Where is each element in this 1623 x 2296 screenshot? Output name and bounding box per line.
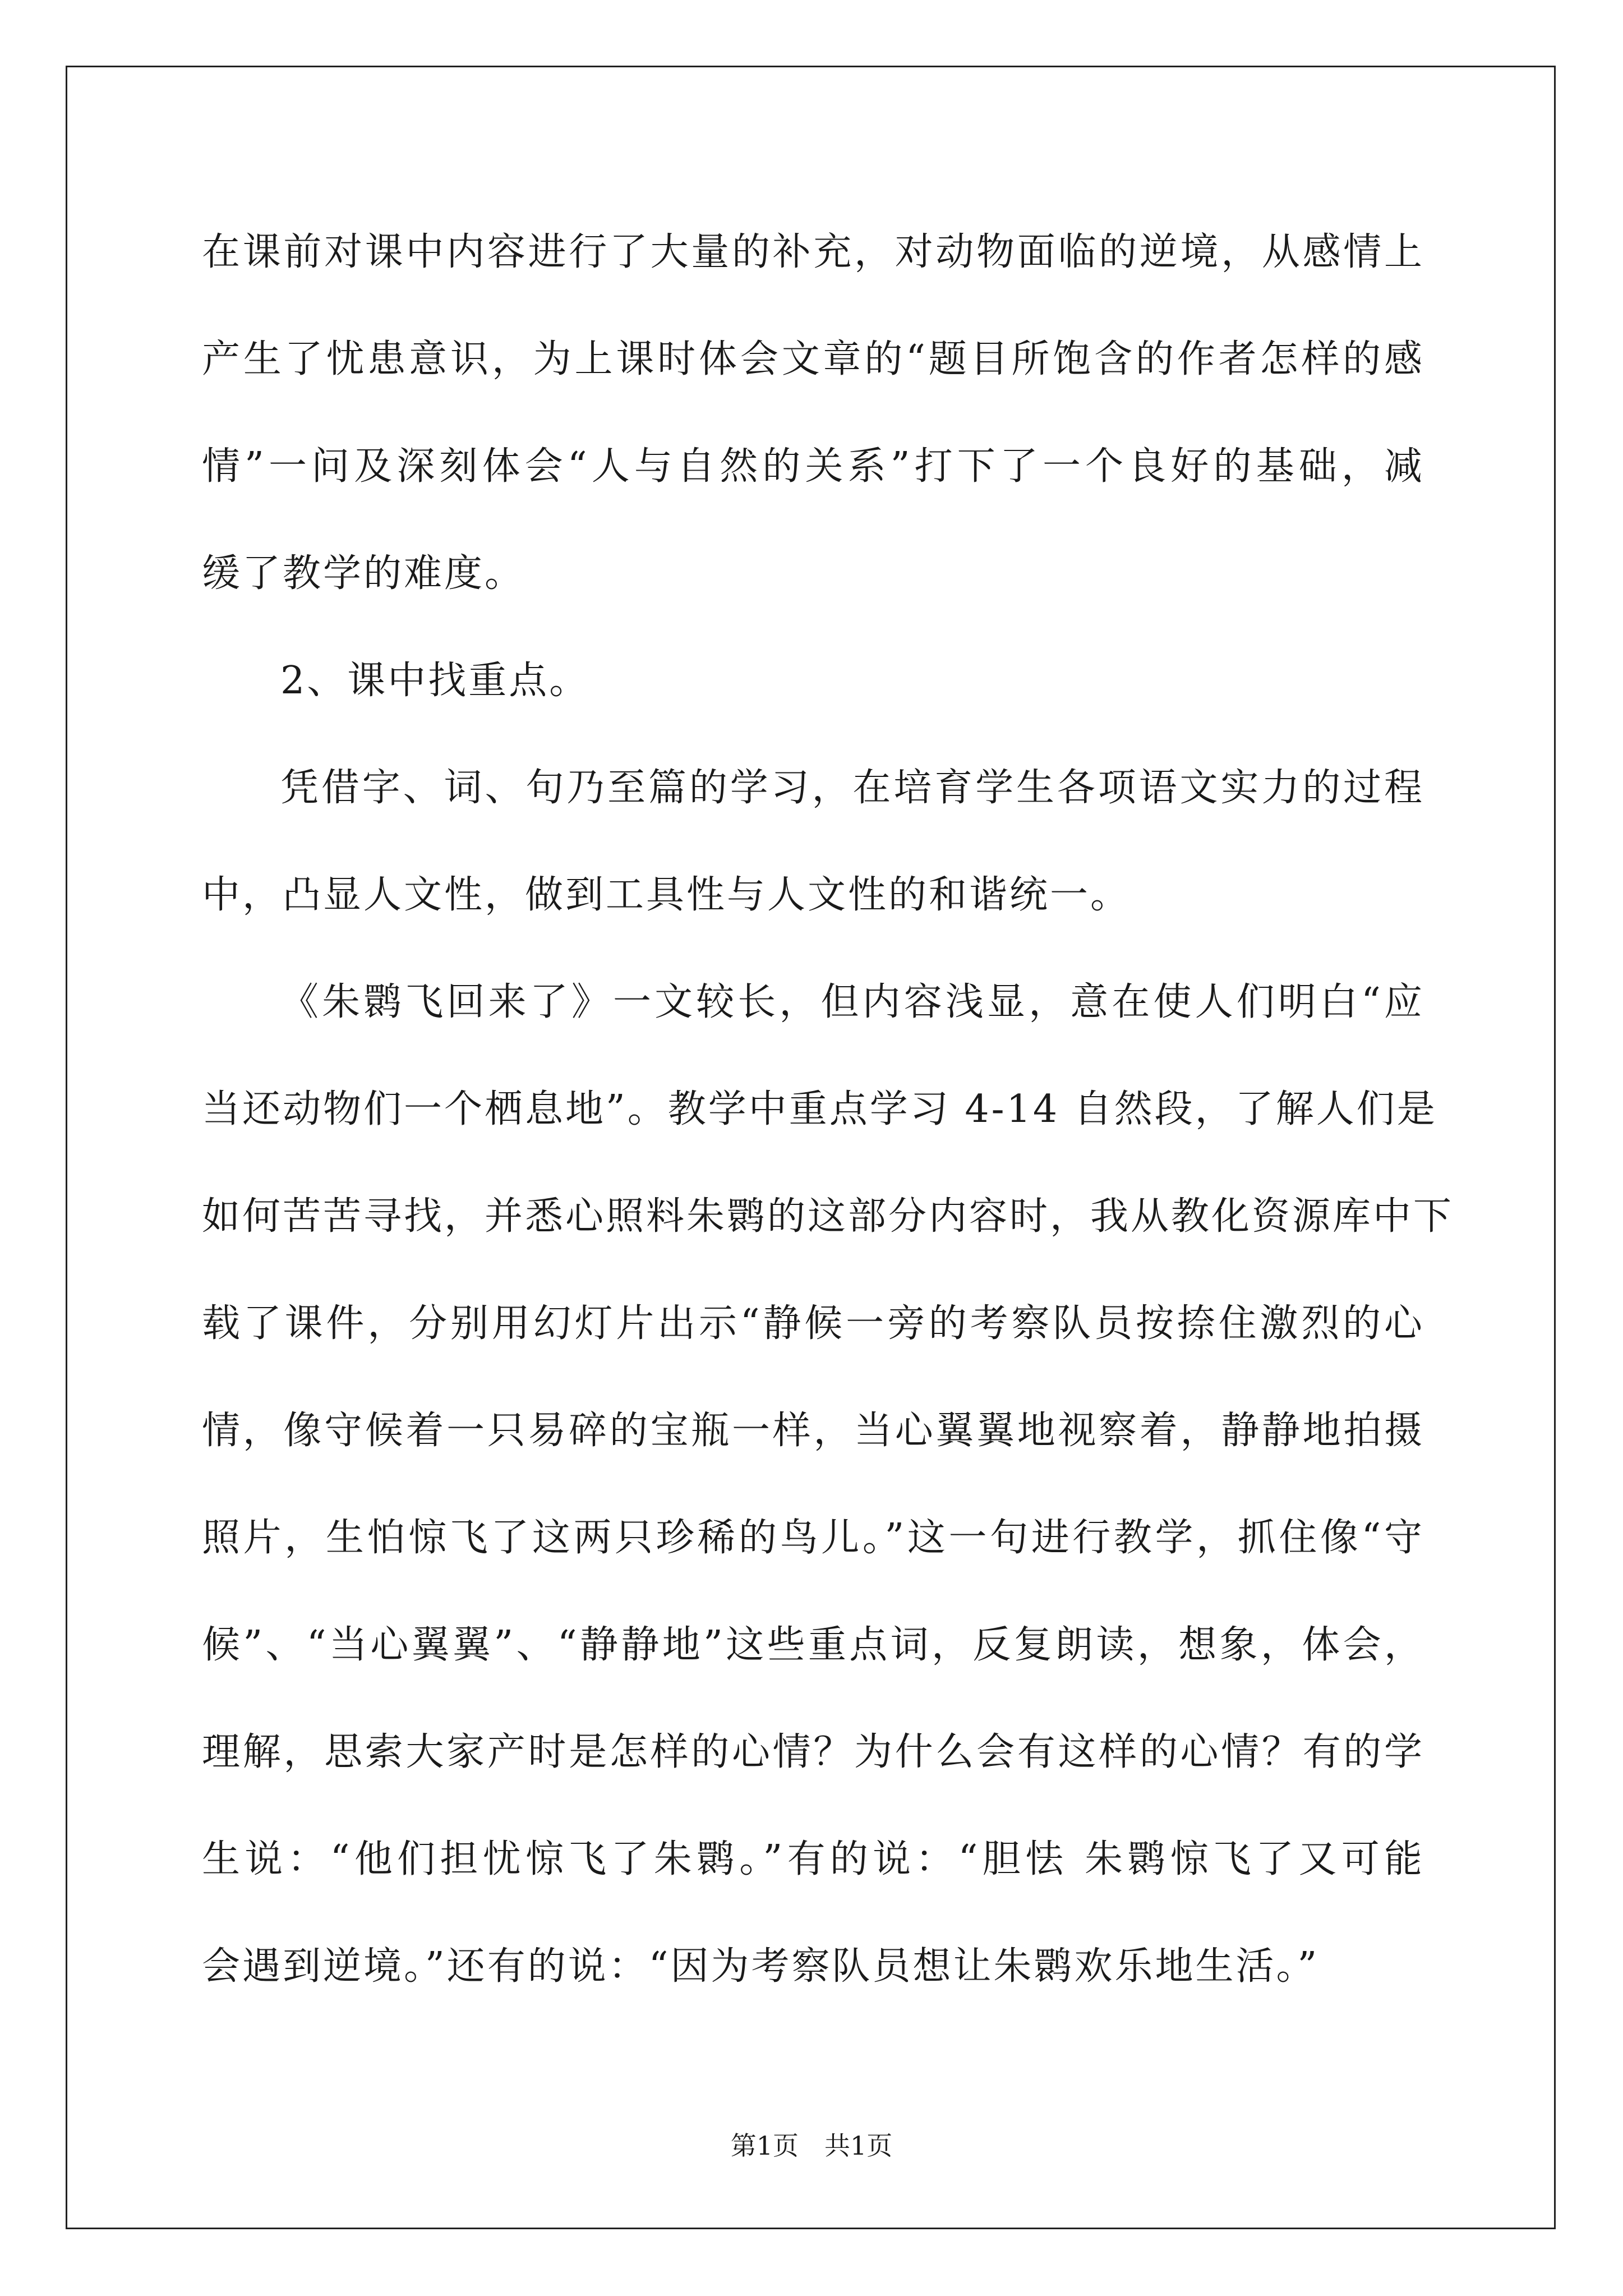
text-line: 载了课件，分别用幻灯片出示“静候一旁的考察队员按捺住激烈的心 <box>202 1301 1424 1346</box>
text-line: 产生了忧患意识，为上课时体会文章的“题目所饱含的作者怎样的感 <box>202 337 1424 381</box>
text-line: 如何苦苦寻找，并悉心照料朱鹮的这部分内容时，我从教化资源库中下 <box>202 1194 1454 1239</box>
text-line: 在课前对课中内容进行了大量的补充，对动物面临的逆境，从感情上 <box>202 230 1424 274</box>
text-line: 《朱鹮飞回来了》一文较长，但内容浅显，意在使人们明白“应 <box>280 980 1424 1024</box>
text-line: 会遇到逆境。”还有的说：“因为考察队员想让朱鹮欢乐地生活。” <box>202 1944 1320 1989</box>
document-body <box>202 216 1454 2037</box>
page-number: 第1页 共1页 <box>730 2131 893 2161</box>
text-line: 照片，生怕惊飞了这两只珍稀的鸟儿。”这一句进行教学，抓住像“守 <box>202 1516 1424 1560</box>
text-line: 情”一问及深刻体会“人与自然的关系”打下了一个良好的基础，减 <box>202 444 1424 489</box>
text-line: 2、课中找重点。 <box>280 659 590 703</box>
text-line: 缓了教学的难度。 <box>202 551 525 596</box>
text-line: 情，像守候着一只易碎的宝瓶一样，当心翼翼地视察着，静静地拍摄 <box>202 1409 1424 1453</box>
text-line: 中，凸显人文性，做到工具性与人文性的和谐统一。 <box>202 873 1131 917</box>
text-line: 生说：“他们担忧惊飞了朱鹮。”有的说：“胆怯 朱鹮惊飞了又可能 <box>202 1837 1424 1881</box>
text-line: 候”、“当心翼翼”、“静静地”这些重点词，反复朗读，想象，体会， <box>202 1623 1424 1667</box>
text-line: 凭借字、词、句乃至篇的学习，在培育学生各项语文实力的过程 <box>280 766 1424 810</box>
text-line: 当还动物们一个栖息地”。教学中重点学习 4-14 自然段，了解人们是 <box>202 1087 1437 1131</box>
text-line: 理解，思索大家产时是怎样的心情？为什么会有这样的心情？有的学 <box>202 1730 1424 1774</box>
